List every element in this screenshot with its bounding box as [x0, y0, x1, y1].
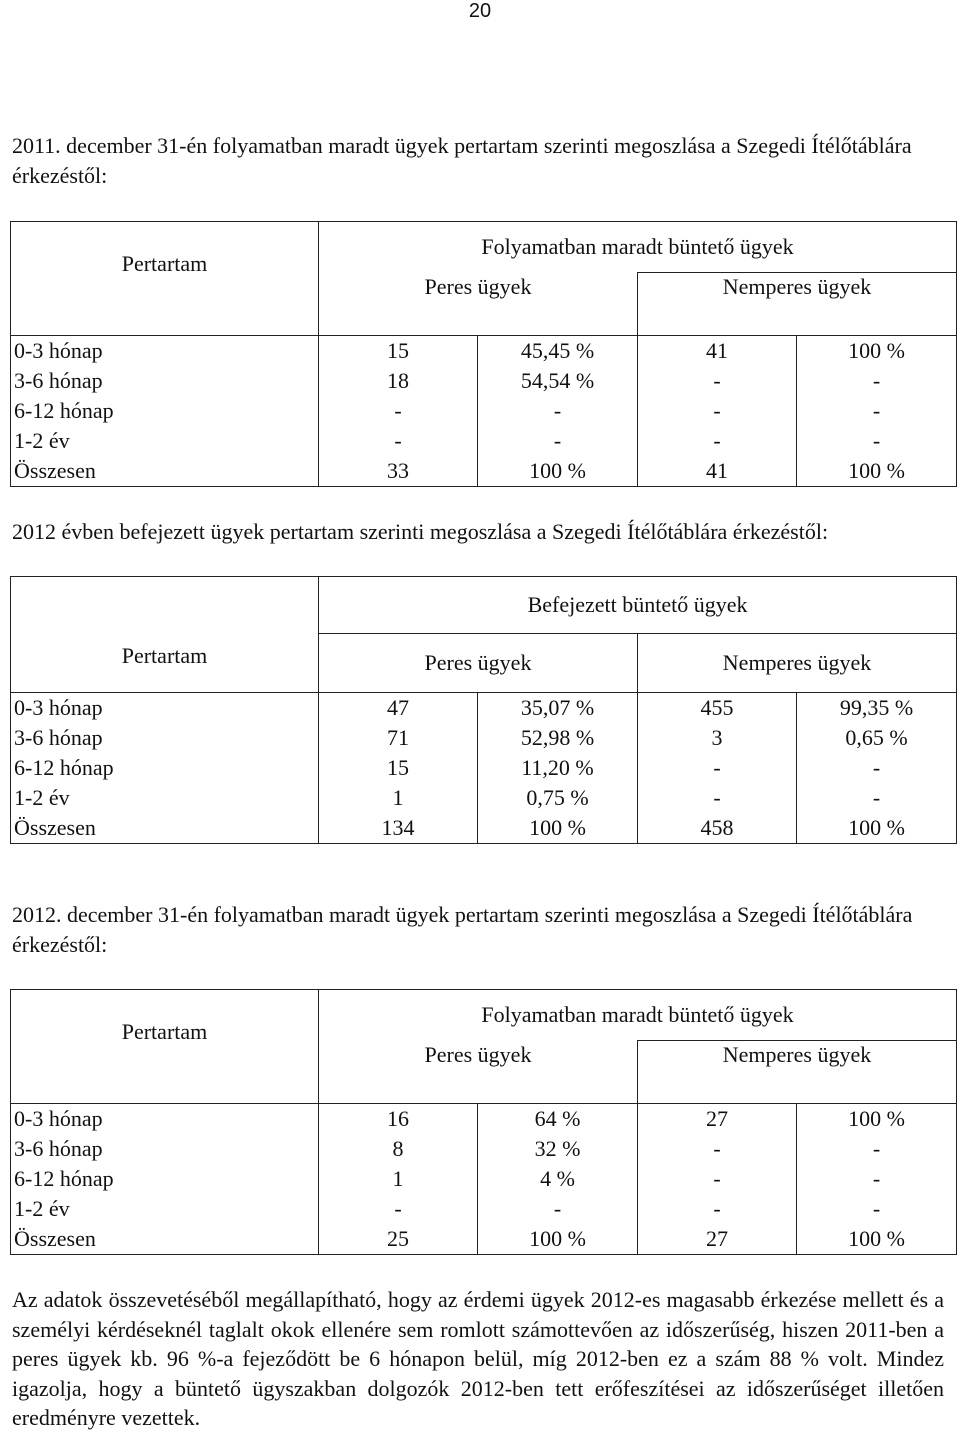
peres-percent: -: [478, 426, 638, 456]
row-label: 3-6 hónap: [11, 1134, 319, 1164]
peres-count: 18: [319, 366, 478, 396]
peres-percent: 0,75 %: [478, 783, 638, 813]
nemperes-percent: 100 %: [797, 456, 957, 487]
row-label: 3-6 hónap: [11, 723, 319, 753]
header-pertartam: Pertartam: [11, 577, 319, 693]
nemperes-percent: 99,35 %: [797, 693, 957, 724]
header-group: Folyamatban maradt büntető ügyek: [319, 990, 957, 1041]
peres-count: 1: [319, 1164, 478, 1194]
peres-count: 1: [319, 783, 478, 813]
header-group: Befejezett büntető ügyek: [319, 577, 957, 634]
nemperes-percent: 100 %: [797, 813, 957, 844]
peres-count: 15: [319, 336, 478, 367]
peres-percent: 100 %: [478, 456, 638, 487]
nemperes-count: 3: [638, 723, 797, 753]
row-label: Összesen: [11, 456, 319, 487]
peres-count: 15: [319, 753, 478, 783]
nemperes-percent: -: [797, 1164, 957, 1194]
row-label: 6-12 hónap: [11, 396, 319, 426]
nemperes-count: 41: [638, 456, 797, 487]
nemperes-count: -: [638, 1134, 797, 1164]
header-pertartam: Pertartam: [11, 990, 319, 1104]
nemperes-percent: -: [797, 396, 957, 426]
row-label: 1-2 év: [11, 1194, 319, 1224]
row-label: 0-3 hónap: [11, 693, 319, 724]
table-row: [11, 753, 957, 783]
peres-count: 33: [319, 456, 478, 487]
table-row-total: [11, 456, 957, 487]
row-label: 6-12 hónap: [11, 1164, 319, 1194]
peres-count: 47: [319, 693, 478, 724]
nemperes-count: -: [638, 366, 797, 396]
row-label: Összesen: [11, 1224, 319, 1255]
peres-count: 71: [319, 723, 478, 753]
peres-percent: 100 %: [478, 1224, 638, 1255]
nemperes-count: 41: [638, 336, 797, 367]
header-nemperes: Nemperes ügyek: [638, 1041, 957, 1104]
peres-percent: -: [478, 1194, 638, 1224]
row-label: 0-3 hónap: [11, 1104, 319, 1135]
nemperes-percent: 0,65 %: [797, 723, 957, 753]
row-label: Összesen: [11, 813, 319, 844]
header-peres: Peres ügyek: [319, 1041, 638, 1104]
header-pertartam: Pertartam: [11, 222, 319, 336]
table-row: [11, 783, 957, 813]
nemperes-percent: -: [797, 1194, 957, 1224]
nemperes-count: -: [638, 753, 797, 783]
section-2-intro: 2012 évben befejezett ügyek pertartam szerinti megoszlása a Szegedi Ítélőtáblára érkezéstől:: [12, 519, 829, 544]
header-peres: Peres ügyek: [319, 273, 638, 336]
peres-percent: 4 %: [478, 1164, 638, 1194]
table-row-total: [11, 1224, 957, 1255]
peres-count: -: [319, 1194, 478, 1224]
row-label: 6-12 hónap: [11, 753, 319, 783]
table-2012-pending: [10, 989, 957, 1255]
table-row: [11, 396, 957, 426]
header-group: Folyamatban maradt büntető ügyek: [319, 222, 957, 273]
peres-count: 16: [319, 1104, 478, 1135]
nemperes-percent: -: [797, 753, 957, 783]
table-row: [11, 1104, 957, 1135]
nemperes-percent: -: [797, 426, 957, 456]
page-number: 20: [468, 0, 492, 22]
row-label: 0-3 hónap: [11, 336, 319, 367]
peres-count: 8: [319, 1134, 478, 1164]
nemperes-percent: -: [797, 1134, 957, 1164]
nemperes-count: -: [638, 1164, 797, 1194]
nemperes-count: 27: [638, 1104, 797, 1135]
peres-percent: 32 %: [478, 1134, 638, 1164]
nemperes-count: 458: [638, 813, 797, 844]
table-row: [11, 336, 957, 367]
peres-percent: -: [478, 396, 638, 426]
table-row-total: [11, 813, 957, 844]
table-2012-completed: [10, 576, 957, 844]
nemperes-percent: 100 %: [797, 1224, 957, 1255]
table-row: [11, 426, 957, 456]
section-3-intro: 2012. december 31-én folyamatban maradt ügyek pertartam szerinti megoszlása a Szegedi Ítélőtáblára érkezéstől:: [12, 902, 913, 957]
table-2011-pending: [10, 221, 957, 487]
table-row: [11, 693, 957, 724]
nemperes-count: -: [638, 1194, 797, 1224]
nemperes-count: 455: [638, 693, 797, 724]
header-nemperes: Nemperes ügyek: [638, 634, 957, 693]
table-row: [11, 1164, 957, 1194]
row-label: 1-2 év: [11, 783, 319, 813]
peres-percent: 52,98 %: [478, 723, 638, 753]
nemperes-count: 27: [638, 1224, 797, 1255]
nemperes-percent: 100 %: [797, 1104, 957, 1135]
table-row: [11, 1194, 957, 1224]
conclusion-paragraph: Az adatok összevetéséből megállapítható, hogy az érdemi ügyek 2012-es magasabb érkezése mellett és a személyi kérdéseknél taglalt okok ellenére sem romlott számottevően az időszerűség, hiszen 2011-ben a peres ügyek kb. 96 %-a fejeződött be 6 hónapon belül, míg 2012-ben ez a szám 88 % volt. Mindez igazolja, hogy a büntető ügyszakban dolgozók 2012-ben tett erőfeszítései az időszerűséget illetően eredményre vezettek.: [12, 1287, 944, 1430]
table-row: [11, 723, 957, 753]
peres-percent: 45,45 %: [478, 336, 638, 367]
nemperes-percent: -: [797, 783, 957, 813]
nemperes-percent: 100 %: [797, 336, 957, 367]
row-label: 3-6 hónap: [11, 366, 319, 396]
peres-percent: 100 %: [478, 813, 638, 844]
header-nemperes: Nemperes ügyek: [638, 273, 957, 336]
header-peres: Peres ügyek: [319, 634, 638, 693]
peres-percent: 11,20 %: [478, 753, 638, 783]
peres-count: -: [319, 396, 478, 426]
row-label: 1-2 év: [11, 426, 319, 456]
peres-percent: 64 %: [478, 1104, 638, 1135]
peres-count: 25: [319, 1224, 478, 1255]
table-row: [11, 1134, 957, 1164]
section-1-intro: 2011. december 31-én folyamatban maradt ügyek pertartam szerinti megoszlása a Szegedi Ítélőtáblára érkezéstől:: [12, 133, 912, 188]
peres-count: -: [319, 426, 478, 456]
nemperes-count: -: [638, 426, 797, 456]
nemperes-count: -: [638, 396, 797, 426]
peres-count: 134: [319, 813, 478, 844]
nemperes-count: -: [638, 783, 797, 813]
nemperes-percent: -: [797, 366, 957, 396]
peres-percent: 54,54 %: [478, 366, 638, 396]
peres-percent: 35,07 %: [478, 693, 638, 724]
table-row: [11, 366, 957, 396]
